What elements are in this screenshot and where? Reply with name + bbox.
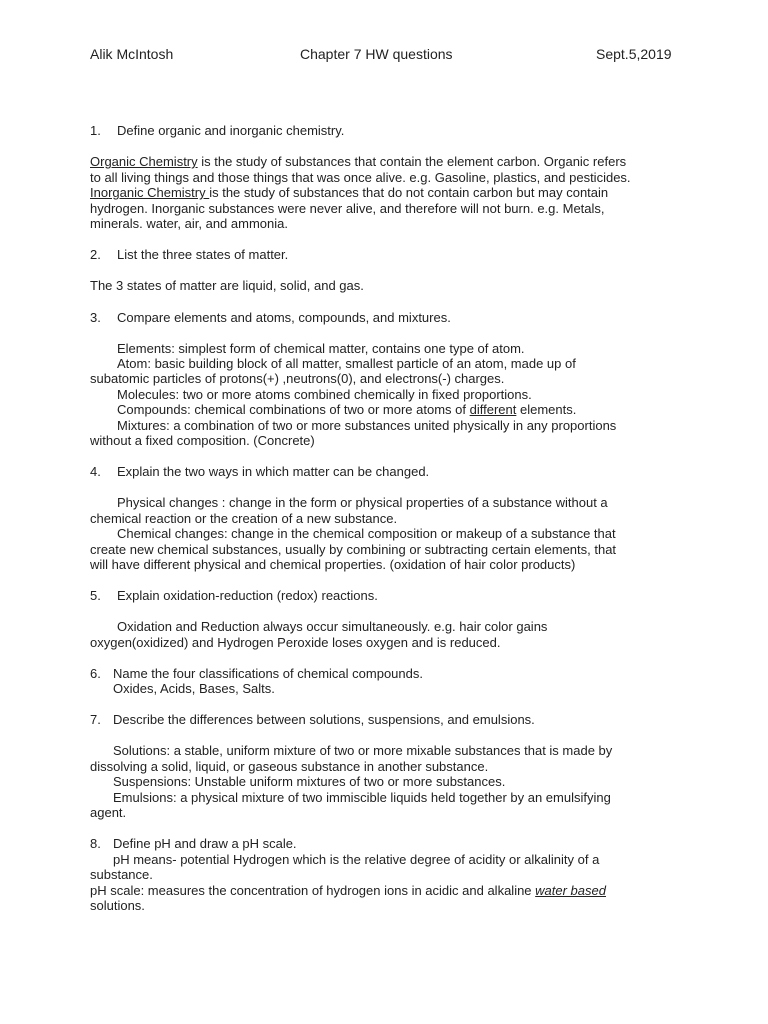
answer-3-compounds bbox=[117, 402, 576, 418]
answer-5-line-2: oxygen(oxidized) and Hydrogen Peroxide loses oxygen and is reduced. bbox=[90, 635, 501, 650]
answer-7-emulsions-cont: agent. bbox=[90, 805, 127, 820]
answer-8-ph-scale bbox=[90, 883, 606, 899]
answer-3-elements: Elements: simplest form of chemical matter, contains one type of atom. bbox=[117, 341, 525, 356]
document-date: Sept.5,2019 bbox=[596, 46, 672, 62]
answer-text: Compounds: chemical combinations of two or more atoms of bbox=[117, 402, 470, 417]
question-3 bbox=[90, 310, 451, 326]
question-text: Define pH and draw a pH scale. bbox=[113, 836, 297, 851]
question-number: 3. bbox=[90, 310, 101, 325]
question-4 bbox=[90, 464, 429, 480]
question-number: 2. bbox=[90, 247, 101, 262]
question-text: Explain the two ways in which matter can be changed. bbox=[117, 464, 430, 479]
question-number: 5. bbox=[90, 588, 101, 603]
question-6 bbox=[90, 666, 423, 682]
answer-4-physical-cont: chemical reaction or the creation of a new substance. bbox=[90, 511, 398, 526]
answer-8-ph-meaning-cont: substance. bbox=[90, 867, 153, 882]
answer-1-line-4: hydrogen. Inorganic substances were never alive, and therefore will not burn. e.g. Metals, bbox=[90, 201, 605, 216]
question-8 bbox=[90, 836, 297, 852]
answer-text: pH scale: measures the concentration of hydrogen ions in acidic and alkaline bbox=[90, 883, 536, 898]
answer-4-chemical-cont-2: will have different physical and chemical properties. (oxidation of hair color products) bbox=[90, 557, 576, 572]
underlined-different: different bbox=[469, 402, 517, 417]
answer-7-solutions-cont: dissolving a solid, liquid, or gaseous substance in another substance. bbox=[90, 759, 489, 774]
question-text: Compare elements and atoms, compounds, and mixtures. bbox=[117, 310, 451, 325]
question-2 bbox=[90, 247, 288, 263]
answer-5-line-1: Oxidation and Reduction always occur simultaneously. e.g. hair color gains bbox=[117, 619, 548, 634]
question-number: 4. bbox=[90, 464, 101, 479]
document-title: Chapter 7 HW questions bbox=[300, 46, 453, 62]
answer-6: Oxides, Acids, Bases, Salts. bbox=[113, 681, 275, 696]
question-5 bbox=[90, 588, 378, 604]
answer-4-chemical-cont: create new chemical substances, usually by combining or subtracting certain elements, that bbox=[90, 542, 617, 557]
author-name: Alik McIntosh bbox=[90, 46, 174, 62]
question-text: Describe the differences between solutions, suspensions, and emulsions. bbox=[113, 712, 535, 727]
question-text: Explain oxidation-reduction (redox) reactions. bbox=[117, 588, 378, 603]
answer-text: is the study of substances that contain the element carbon. Organic refers bbox=[197, 154, 627, 169]
answer-8-ph-meaning: pH means- potential Hydrogen which is the relative degree of acidity or alkalinity of a bbox=[113, 852, 600, 867]
underlined-water-based: water based bbox=[535, 883, 606, 898]
question-number: 1. bbox=[90, 123, 101, 138]
answer-1-line-1 bbox=[90, 154, 626, 170]
answer-3-atom: Atom: basic building block of all matter, smallest particle of an atom, made up of bbox=[117, 356, 576, 371]
question-number: 7. bbox=[90, 712, 101, 727]
answer-3-atom-cont: subatomic particles of protons(+) ,neutrons(0), and electrons(-) charges. bbox=[90, 371, 505, 386]
answer-7-emulsions: Emulsions: a physical mixture of two immiscible liquids held together by an emulsifying bbox=[113, 790, 611, 805]
answer-1-line-2: to all living things and those things that was once alive. e.g. Gasoline, plastics, and pesticides. bbox=[90, 170, 631, 185]
question-text: Define organic and inorganic chemistry. bbox=[117, 123, 345, 138]
term-organic-chemistry: Organic Chemistry bbox=[90, 154, 198, 169]
answer-text: elements. bbox=[516, 402, 577, 417]
question-1 bbox=[90, 123, 344, 139]
question-text: List the three states of matter. bbox=[117, 247, 289, 262]
answer-text: is the study of substances that do not contain carbon but may contain bbox=[209, 185, 609, 200]
question-text: Name the four classifications of chemical compounds. bbox=[113, 666, 423, 681]
answer-7-suspensions: Suspensions: Unstable uniform mixtures of two or more substances. bbox=[113, 774, 506, 789]
answer-4-chemical: Chemical changes: change in the chemical composition or makeup of a substance that bbox=[117, 526, 616, 541]
answer-8-ph-scale-cont: solutions. bbox=[90, 898, 145, 913]
term-inorganic-chemistry: Inorganic Chemistry bbox=[90, 185, 210, 200]
question-number: 6. bbox=[90, 666, 101, 681]
answer-4-physical: Physical changes : change in the form or physical properties of a substance without a bbox=[117, 495, 608, 510]
question-number: 8. bbox=[90, 836, 101, 851]
answer-2: The 3 states of matter are liquid, solid, and gas. bbox=[90, 278, 364, 293]
answer-1-line-3 bbox=[90, 185, 608, 201]
answer-3-mixtures-cont: without a fixed composition. (Concrete) bbox=[90, 433, 315, 448]
answer-3-molecules: Molecules: two or more atoms combined chemically in fixed proportions. bbox=[117, 387, 532, 402]
answer-7-solutions: Solutions: a stable, uniform mixture of two or more mixable substances that is made by bbox=[113, 743, 613, 758]
question-7 bbox=[90, 712, 535, 728]
answer-1-line-5: minerals. water, air, and ammonia. bbox=[90, 216, 288, 231]
answer-3-mixtures: Mixtures: a combination of two or more substances united physically in any proportions bbox=[117, 418, 617, 433]
